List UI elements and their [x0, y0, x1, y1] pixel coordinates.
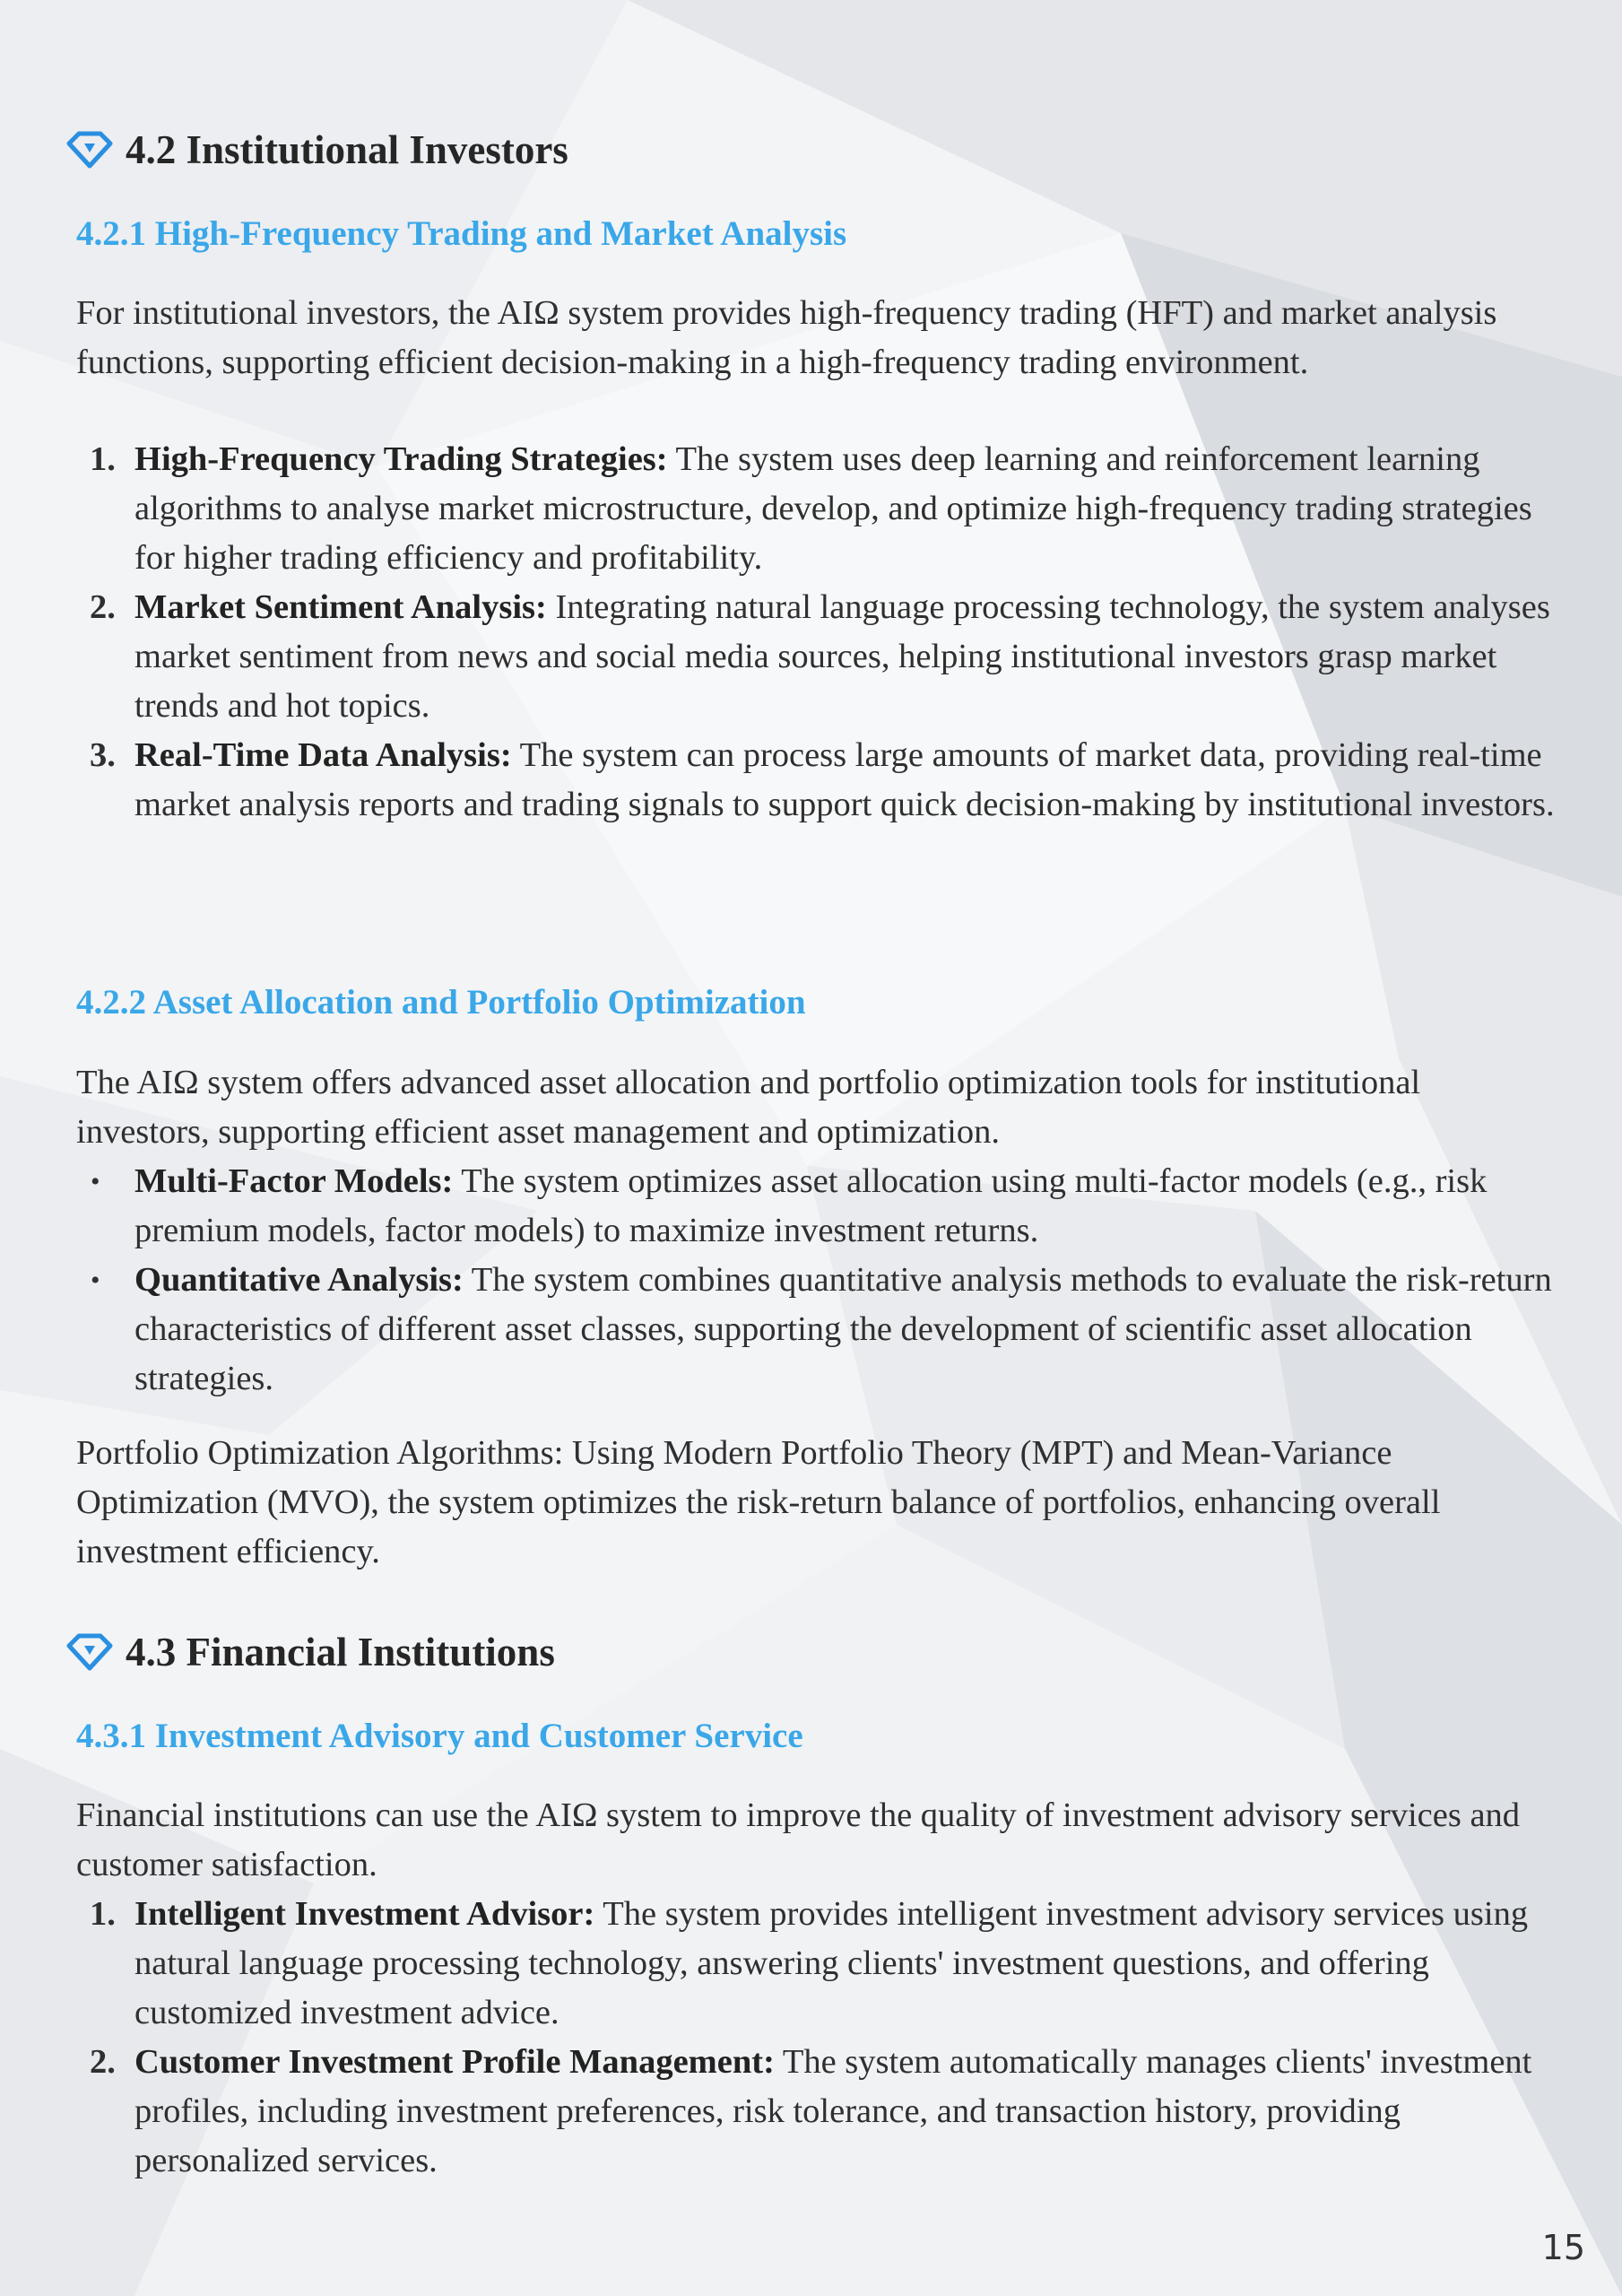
paragraph: Financial institutions can use the AIΩ system to improve the quality of investment advisory services and customer satisfaction.	[76, 1796, 1521, 1883]
list-number: 2.	[90, 2043, 116, 2081]
list-item-text: The system uses deep learning and reinforcement learning algorithms to analyse market microstructure, develop, and optimize high-frequency trading strategies for higher trading efficiency and profitability.	[134, 440, 1532, 577]
diamond-icon	[66, 131, 113, 169]
list-item-term: Real-Time Data Analysis:	[134, 736, 512, 774]
paragraph: Portfolio Optimization Algorithms: Using Modern Portfolio Theory (MPT) and Mean-Variance Optimization (MVO), the system optimizes the risk-return balance of portfolios, enhancing overall investment efficiency.	[76, 1434, 1441, 1570]
section-title: 4.2 Institutional Investors	[126, 127, 568, 172]
list-number: 1.	[90, 440, 116, 478]
bullet-marker: •	[91, 1167, 100, 1196]
list-item-text: The system optimizes asset allocation using multi-factor models (e.g., risk premium models, factor models) to maximize investment returns.	[134, 1162, 1488, 1249]
numbered-list	[76, 435, 1565, 830]
list-item-term: Customer Investment Profile Management:	[134, 2043, 775, 2081]
list-number: 2.	[90, 588, 116, 626]
numbered-list	[76, 1890, 1565, 2186]
list-item-term: High-Frequency Trading Strategies:	[134, 440, 668, 478]
list-number: 3.	[90, 736, 116, 774]
subsection-title: 4.3.1 Investment Advisory and Customer Service	[76, 1717, 803, 1755]
list-number: 1.	[90, 1895, 116, 1933]
list-item-text: The system provides intelligent investment advisory services using natural language processing technology, answering clients' investment questions, and offering customized investment advice.	[134, 1895, 1529, 2031]
page-number: 15	[1541, 2228, 1585, 2267]
paragraph: The AIΩ system offers advanced asset allocation and portfolio optimization tools for institutional investors, supporting efficient asset management and optimization.	[76, 1064, 1421, 1151]
list-item	[76, 1157, 1565, 1256]
list-item-term: Market Sentiment Analysis:	[134, 588, 547, 626]
list-item-term: Quantitative Analysis:	[134, 1261, 464, 1299]
bullet-list	[76, 1157, 1565, 1404]
subsection-title: 4.2.1 High-Frequency Trading and Market Analysis	[76, 214, 847, 253]
list-item-text: The system can process large amounts of market data, providing real-time market analysis reports and trading signals to support quick decision-making by institutional investors.	[134, 736, 1555, 823]
paragraph: For institutional investors, the AIΩ system provides high-frequency trading (HFT) and market analysis functions, supporting efficient decision-making in a high-frequency trading environment.	[76, 294, 1497, 381]
list-item	[76, 583, 1565, 731]
list-item-text: The system combines quantitative analysis methods to evaluate the risk-return characteristics of different asset classes, supporting the development of scientific asset allocation strategies.	[134, 1261, 1552, 1397]
section-heading	[66, 118, 568, 181]
list-item-text: The system automatically manages clients' investment profiles, including investment preferences, risk tolerance, and transaction history, providing personalized services.	[134, 2043, 1532, 2179]
section-title: 4.3 Financial Institutions	[126, 1630, 555, 1674]
list-item-text: Integrating natural language processing technology, the system analyses market sentiment from news and social media sources, helping institutional investors grasp market trends and hot topics.	[134, 588, 1550, 725]
diamond-icon	[66, 1633, 113, 1671]
subsection-title: 4.2.2 Asset Allocation and Portfolio Optimization	[76, 983, 806, 1022]
list-item	[76, 731, 1565, 830]
list-item-term: Multi-Factor Models:	[134, 1162, 454, 1200]
list-item	[76, 435, 1565, 583]
section-heading	[66, 1621, 555, 1683]
list-item	[76, 1256, 1565, 1404]
bullet-marker: •	[91, 1265, 100, 1295]
list-item-term: Intelligent Investment Advisor:	[134, 1895, 595, 1933]
list-item	[76, 1890, 1565, 2038]
list-item	[76, 2038, 1565, 2186]
